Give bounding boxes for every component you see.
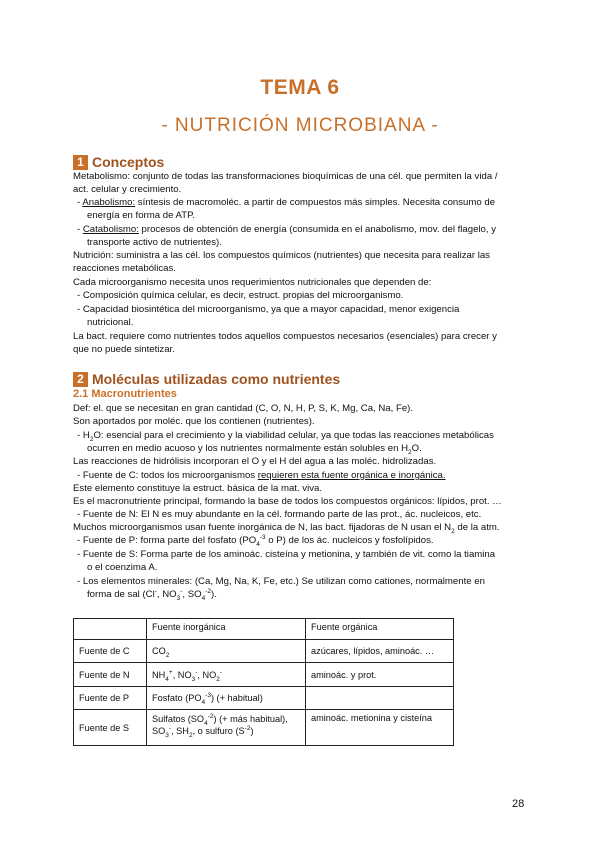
text: Los elementos minerales: (Ca, Mg, Na, K, Fe, etc.) Se utilizan como cationes, normalmente en	[82, 576, 485, 587]
nutrient-sources-table	[73, 618, 454, 746]
text: , NO	[197, 669, 217, 680]
bullet-dash: -	[77, 430, 81, 441]
text: ) (+ habitual)	[210, 693, 263, 703]
subscript: 2	[188, 731, 193, 739]
row-label: Fuente de P	[74, 687, 147, 710]
text-line: Def: el. que se necesitan en gran cantidad (C, O, N, H, P, S, K, Mg, Ca, Na, Fe).	[73, 403, 414, 414]
row-label: Fuente de C	[74, 640, 147, 663]
text: )	[250, 726, 254, 736]
subscript: 3	[176, 594, 181, 602]
bullet-dash: -	[77, 576, 81, 587]
text-line	[87, 589, 217, 601]
text: , SH	[171, 726, 189, 736]
table-cell	[147, 640, 306, 663]
bullet-dash: -	[77, 535, 81, 546]
subscript: 2	[451, 527, 455, 535]
bullet-dash: -	[77, 224, 81, 235]
subscript: 4	[201, 698, 206, 706]
list-item	[77, 549, 495, 561]
text-line: transporte activo de nutrientes).	[87, 237, 222, 248]
text-line: o el coenzima A.	[87, 562, 158, 573]
text: CO	[152, 646, 166, 656]
table-cell: aminoác. y prot.	[306, 663, 454, 687]
subscript: 4	[165, 675, 169, 683]
text: forma de sal (Cl	[87, 589, 155, 600]
table-cell: azúcares, lípidos, aminoác. …	[306, 640, 454, 663]
list-item	[77, 430, 494, 442]
text-line: La bact. requiere como nutrientes todos aquellos compuestos necesarios (esenciales) para crecer y	[73, 331, 497, 342]
superscript: -3	[205, 691, 211, 699]
list-item	[77, 470, 446, 482]
text-line: energía en forma de ATP.	[87, 210, 195, 221]
table-cell	[306, 687, 454, 710]
text: Muchos microorganismos usan fuente inorgánica de N, las bact. fijadoras de N usan el N	[73, 522, 452, 533]
section-1-heading	[73, 154, 164, 170]
table-header: Fuente inorgánica	[147, 619, 306, 640]
text-line: Es el macronutriente principal, formando la base de todos los compuestos orgánicos: lípidos, prot. …	[73, 496, 502, 507]
text-line: Nutrición: suministra a las cél. los compuestos químicos (nutrientes) que necesita para realizar las	[73, 250, 490, 261]
text: Fuente de C: todos los microorganismos	[82, 470, 258, 481]
row-label: Fuente de S	[74, 710, 147, 746]
text: procesos de obtención de energía (consumida en el anabolismo, mov. del flagelo, y	[138, 224, 497, 235]
list-item	[77, 304, 459, 316]
text: Fuente de N: El N es muy abundante en la cél. formando parte de las prot., ác. nucleicos, etc.	[82, 509, 482, 520]
text-line: Las reacciones de hidrólisis incorporan el O y el H del agua a las moléc. hidrolizadas.	[73, 456, 437, 467]
section-title: Moléculas utilizadas como nutrientes	[92, 371, 341, 387]
term: Catabolismo:	[82, 224, 139, 235]
underlined-text: requieren esta fuente orgánica e inorgánica.	[257, 470, 446, 481]
text: NH	[152, 669, 166, 680]
subscript: 2	[216, 675, 220, 683]
text: Sulfatos (SO	[152, 714, 205, 724]
text-line: act. celular y crecimiento.	[73, 184, 182, 195]
text-line: Metabolismo: conjunto de todas las transformaciones bioquímicas de una cél. que permiten la vida /	[73, 171, 498, 182]
bullet-dash: -	[77, 509, 81, 520]
term: Anabolismo:	[82, 197, 136, 208]
table-cell	[147, 710, 306, 746]
superscript: -	[219, 668, 223, 676]
text-line: Cada microorganismo necesita unos requerimientos nutricionales que dependen de:	[73, 277, 432, 288]
list-item	[77, 576, 485, 588]
text: , NO	[156, 589, 177, 600]
superscript: +	[168, 668, 173, 676]
subscript: 3	[165, 731, 169, 739]
text: , NO	[172, 669, 192, 680]
text: Fosfato (PO	[152, 693, 202, 703]
table-header-row	[74, 619, 454, 640]
text: O.	[411, 443, 422, 454]
subscript: 2	[89, 435, 94, 443]
bullet-dash: -	[77, 290, 81, 301]
list-item	[77, 197, 495, 209]
table-row	[74, 687, 454, 710]
text: H	[82, 430, 90, 441]
page-title: TEMA 6	[260, 76, 340, 99]
text: síntesis de macromoléc. a partir de compuestos más simples. Necesita consumo de	[135, 197, 496, 208]
subsection-title: 2.1 Macronutrientes	[73, 388, 177, 400]
page-subtitle: - NUTRICIÓN MICROBIANA -	[161, 115, 439, 136]
text-line: nutricional.	[87, 317, 134, 328]
superscript: -	[195, 668, 198, 676]
bullet-dash: -	[77, 470, 81, 481]
text: de la atm.	[454, 522, 500, 533]
text-line: reacciones metabólicas.	[73, 263, 176, 274]
superscript: -2	[205, 587, 212, 595]
text: SO	[152, 726, 166, 736]
bullet-dash: -	[77, 197, 81, 208]
subscript: 3	[191, 675, 196, 683]
section-2-heading	[73, 371, 340, 387]
table-row	[74, 640, 454, 663]
section-number: 2	[73, 372, 88, 387]
page-number: 28	[512, 798, 525, 810]
bullet-dash: -	[77, 549, 81, 560]
text: Capacidad biosintética del microorganismo, ya que a mayor capacidad, menor exigencia	[82, 304, 460, 315]
text: Fuente de P: forma parte del fosfato (PO	[82, 535, 257, 546]
section-number: 1	[73, 155, 88, 170]
list-item	[77, 535, 434, 547]
superscript: -2	[244, 724, 251, 732]
table-cell: aminoác. metionina y cisteína	[306, 710, 454, 746]
text: Composición química celular, es decir, estruct. propias del microorganismo.	[82, 290, 404, 301]
table-header: Fuente orgánica	[306, 619, 454, 640]
subscript: 4	[204, 719, 208, 727]
subscript: 2	[165, 651, 170, 659]
text: o P) de los ác. nucleicos y fosfolípidos.	[265, 535, 434, 546]
superscript: -	[180, 587, 183, 595]
text: Fuente de S: Forma parte de los aminoác. cisteína y metionina, y también de vit. como la tiamina	[82, 549, 496, 560]
text-line: Este elemento constituye la estruct. básica de la mat. viva.	[73, 483, 323, 494]
table-cell	[74, 619, 147, 640]
text: ) (+ más habitual),	[213, 714, 288, 724]
superscript: -	[154, 587, 157, 595]
list-item	[77, 509, 481, 521]
table-cell	[147, 687, 306, 710]
row-label: Fuente de N	[74, 663, 147, 687]
text-line	[73, 522, 500, 534]
text: ).	[211, 589, 217, 600]
text: O: esencial para el crecimiento y la viabilidad celular, ya que todas las reacciones metabólicas	[93, 430, 494, 441]
subscript: 4	[256, 540, 260, 548]
bullet-dash: -	[77, 304, 81, 315]
text-line	[87, 443, 422, 455]
text: , o sulfuro (S	[192, 726, 245, 736]
table-cell	[147, 663, 306, 687]
text-line: que no puede sintetizar.	[73, 344, 175, 355]
superscript: -3	[259, 533, 266, 541]
subscript: 4	[201, 594, 206, 602]
superscript: -	[168, 724, 172, 732]
table-row	[74, 663, 454, 687]
section-title: Conceptos	[92, 154, 165, 170]
list-item	[77, 290, 403, 302]
text: , SO	[182, 589, 202, 600]
list-item	[77, 224, 496, 236]
superscript: -2	[207, 712, 214, 720]
subscript: 2	[408, 448, 412, 456]
table-row	[74, 710, 454, 746]
text: ocurren en medio acuoso y los nutrientes normalmente están solubles en H	[87, 443, 409, 454]
text-line: Son aportados por moléc. que los contienen (nutrientes).	[73, 416, 315, 427]
